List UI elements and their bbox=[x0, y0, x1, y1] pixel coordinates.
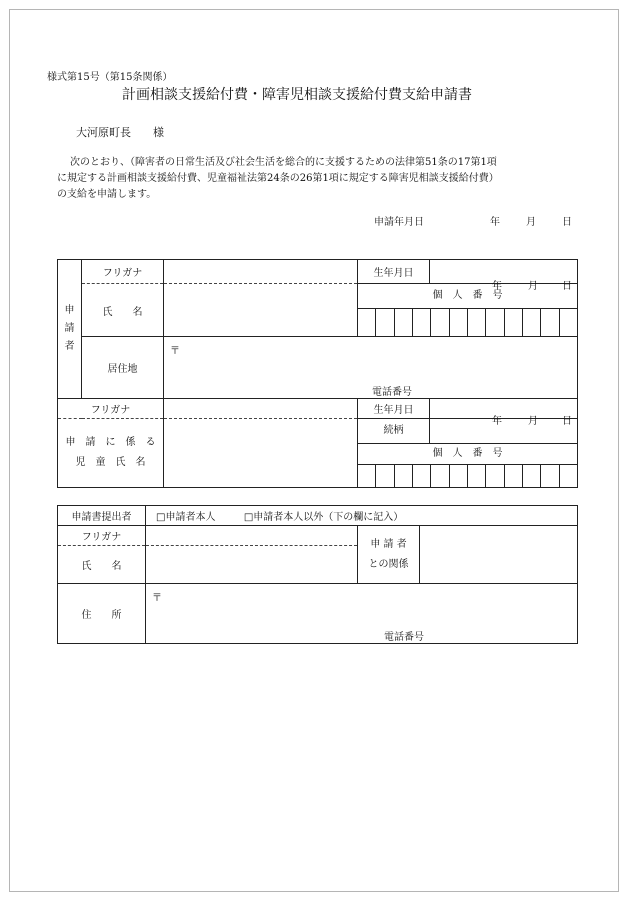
child-birth-day: 日 bbox=[562, 415, 572, 427]
digit-box[interactable] bbox=[394, 465, 412, 487]
submitter-phone-label: 電話番号 bbox=[384, 632, 424, 643]
applicant-birth-field[interactable] bbox=[430, 260, 578, 292]
submitter-name-label: 氏 名 bbox=[58, 546, 146, 584]
applicant-name-field[interactable] bbox=[164, 284, 358, 337]
submitter-name-field[interactable] bbox=[146, 546, 358, 584]
child-personal-number-boxes[interactable] bbox=[358, 465, 577, 487]
applicant-phone-label: 電話番号 bbox=[372, 387, 412, 398]
submitter-relation-field[interactable] bbox=[420, 526, 578, 584]
application-date-month: 月 bbox=[526, 217, 536, 228]
option-other-checkbox[interactable]: □申請者本人以外（下の欄に記入） bbox=[243, 512, 404, 523]
child-name-label bbox=[58, 419, 164, 488]
digit-box[interactable] bbox=[540, 309, 558, 336]
submitter-furigana-label: フリガナ bbox=[58, 526, 146, 546]
digit-box[interactable] bbox=[485, 465, 503, 487]
applicant-address-label: 居住地 bbox=[82, 337, 164, 399]
digit-box[interactable] bbox=[358, 465, 375, 487]
digit-box[interactable] bbox=[504, 465, 522, 487]
child-name-label-line-1: 申 請 に 係 る bbox=[65, 437, 156, 448]
child-birth-month: 月 bbox=[528, 415, 538, 427]
child-relationship-field[interactable] bbox=[430, 419, 577, 443]
application-date-year: 年 bbox=[490, 217, 500, 228]
child-birth-field[interactable] bbox=[430, 399, 578, 427]
child-relationship-and-number bbox=[358, 419, 578, 488]
body-text-line-3: の支給を申請します。 bbox=[57, 189, 157, 200]
applicant-furigana-label: フリガナ bbox=[82, 260, 164, 284]
digit-box[interactable] bbox=[412, 465, 430, 487]
submitter-table bbox=[57, 505, 578, 644]
digit-box[interactable] bbox=[412, 309, 430, 336]
digit-box[interactable] bbox=[522, 465, 540, 487]
digit-box[interactable] bbox=[449, 309, 467, 336]
child-furigana-label: フリガナ bbox=[58, 399, 164, 419]
applicant-address-field[interactable] bbox=[164, 337, 578, 399]
form-number: 様式第15号（第15条関係） bbox=[47, 72, 173, 83]
applicant-section-label: 申請者 bbox=[58, 260, 82, 399]
digit-box[interactable] bbox=[540, 465, 558, 487]
applicant-birth-month: 月 bbox=[528, 280, 538, 292]
digit-box[interactable] bbox=[430, 309, 448, 336]
child-name-field[interactable] bbox=[164, 419, 358, 488]
submitter-address-label: 住 所 bbox=[58, 584, 146, 644]
submitter-label: 申請書提出者 bbox=[58, 506, 146, 526]
applicant-birth-year: 年 bbox=[492, 280, 502, 292]
applicant-personal-number-label: 個 人 番 号 bbox=[358, 284, 577, 309]
digit-box[interactable] bbox=[394, 309, 412, 336]
applicant-personal-number bbox=[358, 284, 578, 337]
submitter-postal-mark: 〒 bbox=[152, 593, 162, 604]
application-date-day: 日 bbox=[562, 217, 572, 228]
child-relationship-label: 続柄 bbox=[358, 419, 430, 443]
option-self-checkbox[interactable]: □申請者本人 bbox=[156, 512, 216, 523]
submitter-address-field[interactable] bbox=[146, 584, 578, 644]
child-name-label-line-2: 児 童 氏 名 bbox=[75, 457, 146, 468]
applicant-postal-mark: 〒 bbox=[170, 346, 180, 357]
digit-box[interactable] bbox=[358, 309, 375, 336]
digit-box[interactable] bbox=[430, 465, 448, 487]
digit-box[interactable] bbox=[485, 309, 503, 336]
digit-box[interactable] bbox=[522, 309, 540, 336]
child-personal-number-label: 個 人 番 号 bbox=[358, 444, 577, 465]
child-furigana-field[interactable] bbox=[164, 399, 358, 419]
digit-box[interactable] bbox=[375, 309, 393, 336]
body-text-line-2: に規定する計画相談支援給付費、児童福祉法第24条の26第1項に規定する障害児相談支援給付費） bbox=[57, 173, 499, 184]
submitter-options bbox=[146, 506, 578, 526]
child-birth-year: 年 bbox=[492, 415, 502, 427]
digit-box[interactable] bbox=[467, 465, 485, 487]
applicant-name-label: 氏 名 bbox=[82, 284, 164, 337]
application-date-label: 申請年月日 bbox=[374, 217, 424, 228]
applicant-birth-day: 日 bbox=[562, 280, 572, 292]
body-text-line-1: 次のとおり、（障害者の日常生活及び社会生活を総合的に支援するための法律第51条の17第1項 bbox=[70, 157, 497, 168]
submitter-relation-label bbox=[358, 526, 420, 584]
digit-box[interactable] bbox=[375, 465, 393, 487]
digit-box[interactable] bbox=[467, 309, 485, 336]
applicant-personal-number-boxes[interactable] bbox=[358, 309, 577, 336]
submitter-relation-line-1: 申 請 者 bbox=[370, 538, 407, 550]
child-birth-label: 生年月日 bbox=[358, 399, 430, 419]
addressee: 大河原町長 様 bbox=[76, 126, 164, 139]
submitter-relation-line-2: との関係 bbox=[368, 558, 409, 570]
applicant-birth-label: 生年月日 bbox=[358, 260, 430, 284]
form-title: 計画相談支援給付費・障害児相談支援給付費支給申請書 bbox=[122, 87, 472, 103]
submitter-furigana-field[interactable] bbox=[146, 526, 358, 546]
digit-box[interactable] bbox=[504, 309, 522, 336]
applicant-table bbox=[57, 259, 578, 488]
digit-box[interactable] bbox=[449, 465, 467, 487]
digit-box[interactable] bbox=[559, 309, 577, 336]
digit-box[interactable] bbox=[559, 465, 577, 487]
applicant-furigana-field[interactable] bbox=[164, 260, 358, 284]
